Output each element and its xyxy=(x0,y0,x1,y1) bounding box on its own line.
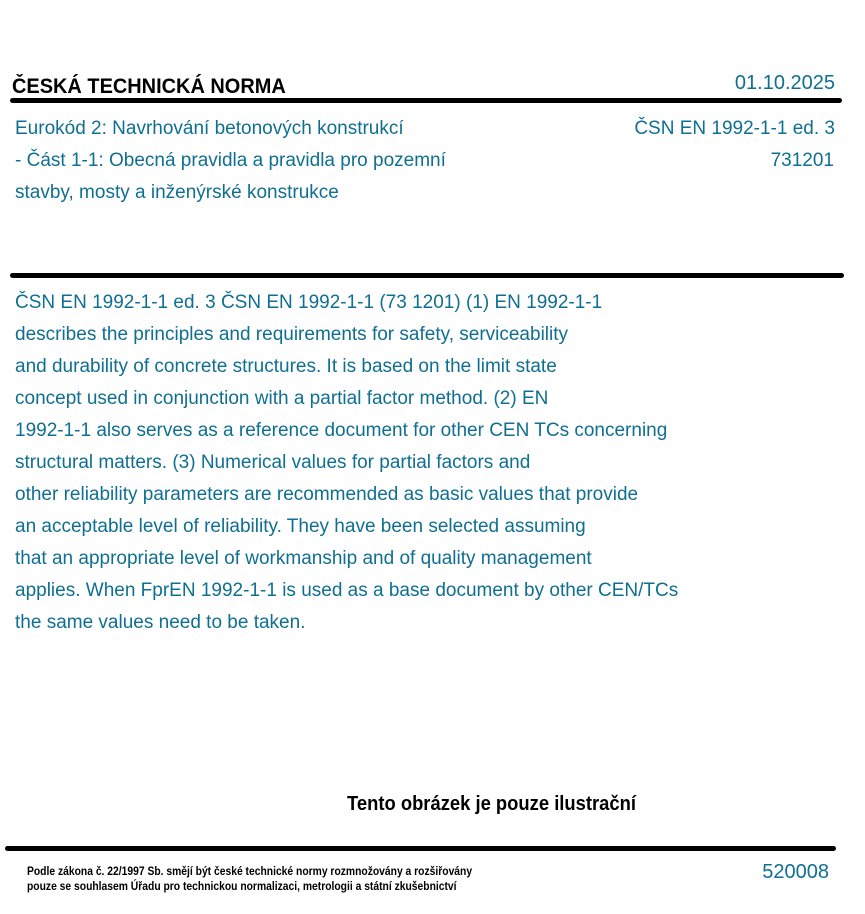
abstract-line: other reliability parameters are recommended as basic values that provide xyxy=(15,484,639,505)
abstract-line: concept used in conjunction with a partial factor method. (2) EN xyxy=(15,388,549,409)
abstract-line: 1992-1-1 also serves as a reference document for other CEN TCs concerning xyxy=(15,420,668,441)
abstract-line: ČSN EN 1992-1-1 ed. 3 ČSN EN 1992-1-1 (73 1201) (1) EN 1992-1-1 xyxy=(15,292,603,313)
illustration-note: Tento obrázek je pouze ilustrační xyxy=(347,793,637,815)
footer-divider xyxy=(5,846,836,851)
abstract-line: describes the principles and requirements for safety, serviceability xyxy=(15,324,569,345)
catalog-number: 520008 xyxy=(762,861,829,883)
header-date: 01.10.2025 xyxy=(734,72,835,94)
abstract-line: applies. When FprEN 1992-1-1 is used as a base document by other CEN/TCs xyxy=(15,580,679,601)
header-brand: ČESKÁ TECHNICKÁ NORMA xyxy=(12,75,286,98)
header-divider xyxy=(10,98,842,103)
abstract-line: the same values need to be taken. xyxy=(15,612,306,633)
standard-id: ČSN EN 1992-1-1 ed. 3 xyxy=(634,118,835,139)
legal-line-2: pouze se souhlasem Úřadu pro technickou normalizaci, metrologii a státní zkušebnictví xyxy=(27,879,457,893)
title-line-1: Eurokód 2: Navrhování betonových konstrukcí xyxy=(15,118,404,139)
class-code: 731201 xyxy=(770,150,834,171)
title-line-3: stavby, mosty a inženýrské konstrukce xyxy=(15,182,339,203)
title-line-2: - Část 1-1: Obecná pravidla a pravidla pro pozemní xyxy=(15,150,446,171)
abstract-line: structural matters. (3) Numerical values for partial factors and xyxy=(15,452,531,473)
abstract-line: and durability of concrete structures. It is based on the limit state xyxy=(15,356,557,377)
legal-line-1: Podle zákona č. 22/1997 Sb. smějí být české technické normy rozmnožovány a rozšiřovány xyxy=(27,864,473,878)
abstract-line: that an appropriate level of workmanship and of quality management xyxy=(15,548,592,569)
title-divider xyxy=(10,273,844,278)
abstract-line: an acceptable level of reliability. They have been selected assuming xyxy=(15,516,586,537)
